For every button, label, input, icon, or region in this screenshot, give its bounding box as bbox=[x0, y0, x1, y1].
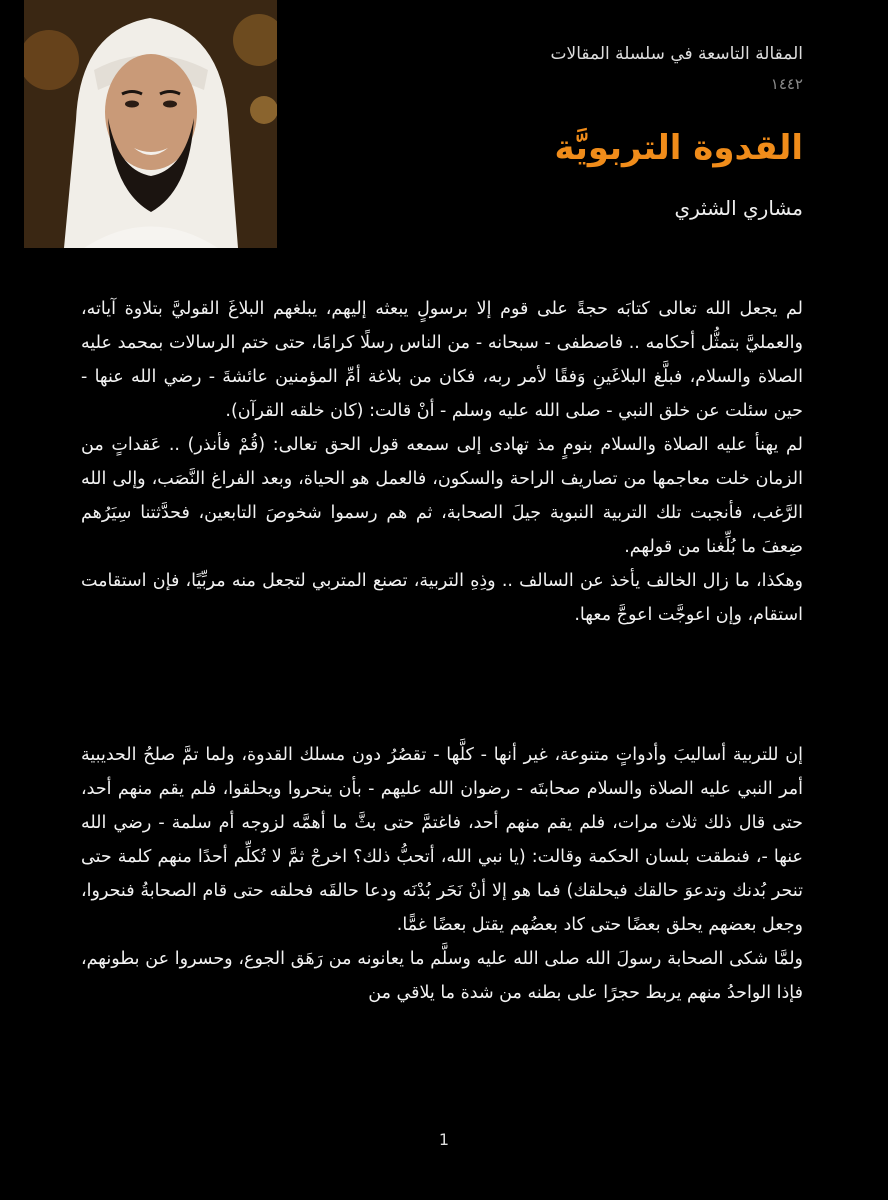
paragraph: ولمَّا شكى الصحابة رسولَ الله صلى الله عليه وسلَّم ما يعانونه من رَهَق الجوع، وحسروا عن بطونهم، فإذا الواحدُ منهم يربط حجرًا على بطنه من شدة ما يلاقي من bbox=[81, 949, 803, 1003]
paragraph: إن للتربية أساليبَ وأدواتٍ متنوعة، غير أنها - كلَّها - تقصُرُ دون مسلك القدوة، ولما تمَّ صلحُ الحديبية أمر النبي عليه الصلاة والسلام صحابتَه - رضوان الله عليهم - بأن ينحروا ويحلقوا، فلم يقم منهم أحد، حتى قال ذلك ثلاث مرات، فلم يقم منهم أحد، فاغتمَّ حتى بثَّ ما أهمَّه لزوجه أم سلمة - رضي الله عنها -، فنطقت بلسان الحكمة وقالت: (يا نبي الله، أتحبُّ ذلك؟ اخرجْ ثمَّ لا تُكلِّم أحدًا منهم كلمة حتى تنحر بُدنك وتدعوَ حالقك فيحلقك) فما هو إلا أنْ نَحَر بُدْنَه ودعا حالقَه فحلقه حتى قام الصحابةُ فنحروا، وجعل بعضهم يحلق بعضًا حتى كاد بعضُهم يقتل بعضًا غمًّا. bbox=[81, 745, 803, 935]
portrait-illustration bbox=[24, 0, 277, 248]
article-section-2 bbox=[81, 738, 803, 1010]
paragraph: لم يهنأ عليه الصلاة والسلام بنومٍ مذ تهادى إلى سمعه قول الحق تعالى: (قُمْ فأنذر) .. عَقداتٍ من الزمان خلت معاجمها من تصاريف الراحة والسكون، فالعمل هو الحياة، وبعد الفراغ النَّصَب، وإلى الله الرَّغب، فأنجبت تلك التربية النبوية جيلَ الصحابة، ثم هم رسموا شخوصَ التابعين، فحدَّثتنا سِيَرُهم ضِعفَ ما بُلِّغنا من قولهم. bbox=[81, 435, 803, 557]
paragraph: لم يجعل الله تعالى كتابَه حجةً على قوم إلا برسولٍ يبعثه إليهم، يبلغهم البلاغَ القوليَّ بتلاوة آياته، والعمليَّ بتمثُّل أحكامه .. فاصطفى - سبحانه - من الناس رسلًا كرامًا، حتى ختم الرسالات بمحمد عليه الصلاة والسلام، فبلَّغ البلاغَينِ وَفقًا لأمر ربه، فكان من بلاغة أمِّ المؤمنين عائشةَ - رضي الله عنها - حين سئلت عن خلق النبي - صلى الله عليه وسلم - أنْ قالت: (كان خلقه القرآن). bbox=[81, 299, 803, 421]
article-title: القدوة التربويَّة bbox=[554, 128, 803, 168]
year-label: ١٤٤٢ bbox=[770, 75, 803, 93]
article-section-1 bbox=[81, 292, 803, 632]
page-number: 1 bbox=[438, 1130, 450, 1149]
series-label: المقالة التاسعة في سلسلة المقالات bbox=[550, 44, 803, 64]
author-photo bbox=[24, 0, 277, 248]
author-name: مشاري الشثري bbox=[674, 196, 803, 220]
paragraph: وهكذا، ما زال الخالف يأخذ عن السالف .. وذِهِ التربية، تصنع المتربي لتجعل منه مربِّيًا، فإن استقامت استقام، وإن اعوجَّت اعوجَّ معها. bbox=[81, 571, 803, 625]
